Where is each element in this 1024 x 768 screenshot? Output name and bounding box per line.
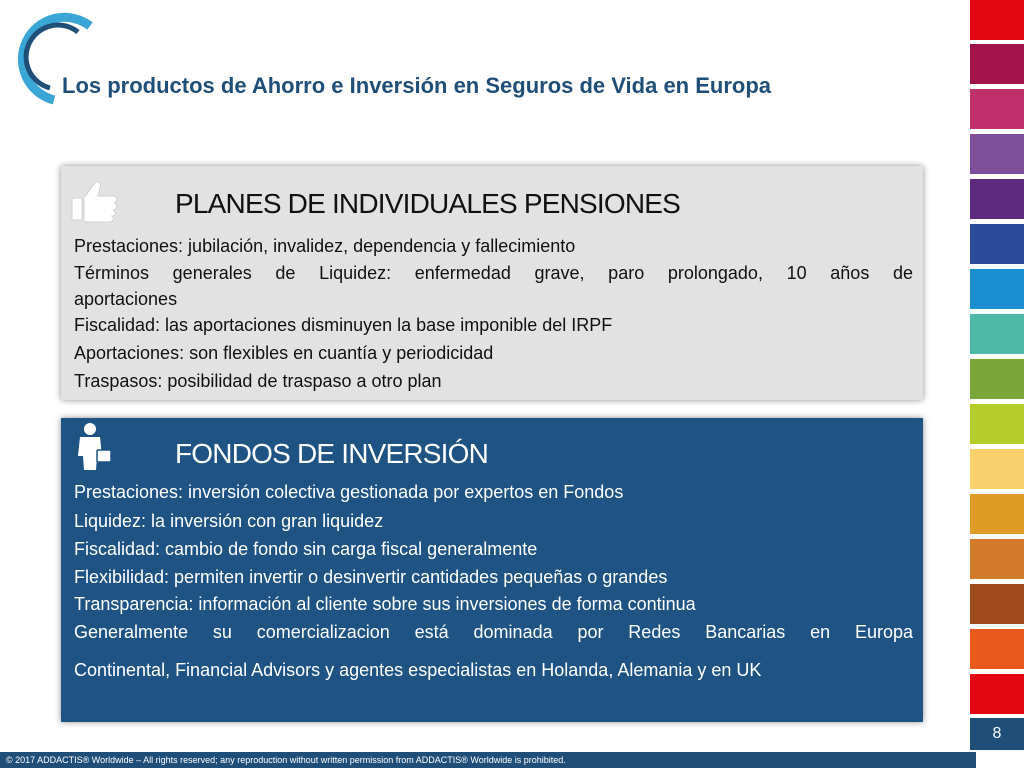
stripe-3 [970,89,1024,129]
panel-pensiones-heading: PLANES DE INDIVIDUALES PENSIONES [175,188,681,219]
stripe-12 [970,494,1024,534]
fondos-line-liquidez: Liquidez: la inversión con gran liquidez [74,511,384,531]
fondos-line-comercializacion: Generalmente su comercializacion está dominada por Redes Bancarias en Europa [74,622,913,642]
copyright-footer: © 2017 ADDACTIS® Worldwide – All rights reserved; any reproduction without written permission from ADDACTIS® Worldwide is prohibited. [0,752,976,768]
pensiones-line-prestaciones: Prestaciones: jubilación, invalidez, dependencia y fallecimiento [74,236,576,256]
fondos-line-flexibilidad: Flexibilidad: permiten invertir o desinvertir cantidades pequeñas o grandes [74,567,668,587]
panel-planes-pensiones [61,166,923,400]
stripe-1 [970,0,1024,40]
slide-title: Los productos de Ahorro e Inversión en Seguros de Vida en Europa [62,73,772,98]
fondos-line-fiscalidad: Fiscalidad: cambio de fondo sin carga fiscal generalmente [74,539,538,559]
stripe-2 [970,44,1024,84]
thumbs-up-icon [69,176,121,224]
businessman-icon [69,422,121,470]
pensiones-line-traspasos: Traspasos: posibilidad de traspaso a otro plan [74,371,442,391]
page-number: 8 [970,718,1024,750]
pensiones-line-fiscalidad: Fiscalidad: las aportaciones disminuyen la base imponible del IRPF [74,315,613,335]
stripe-15 [970,629,1024,669]
stripe-7 [970,269,1024,309]
stripe-13 [970,539,1024,579]
fondos-line-prestaciones: Prestaciones: inversión colectiva gestionada por expertos en Fondos [74,482,624,502]
pensiones-line-aportaciones: Aportaciones: son flexibles en cuantía y periodicidad [74,343,494,363]
stripe-4 [970,134,1024,174]
fondos-line-continental: Continental, Financial Advisors y agentes especialistas en Holanda, Alemania y en UK [74,660,762,680]
stripe-16 [970,674,1024,714]
stripe-11 [970,449,1024,489]
panel-fondos-heading: FONDOS DE INVERSIÓN [175,438,489,469]
color-stripes [970,0,1024,768]
pensiones-line-aportaciones-cont: aportaciones [74,289,178,309]
pensiones-line-liquidez: Términos generales de Liquidez: enfermedad grave, paro prolongado, 10 años de [74,263,913,283]
stripe-10 [970,404,1024,444]
fondos-line-transparencia: Transparencia: información al cliente sobre sus inversiones de forma continua [74,594,696,614]
stripe-6 [970,224,1024,264]
panel-fondos-inversion [61,418,923,722]
stripe-14 [970,584,1024,624]
stripe-9 [970,359,1024,399]
stripe-8 [970,314,1024,354]
panel-fondos-body [74,478,913,694]
stripe-5 [970,179,1024,219]
panel-pensiones-body [74,232,913,395]
